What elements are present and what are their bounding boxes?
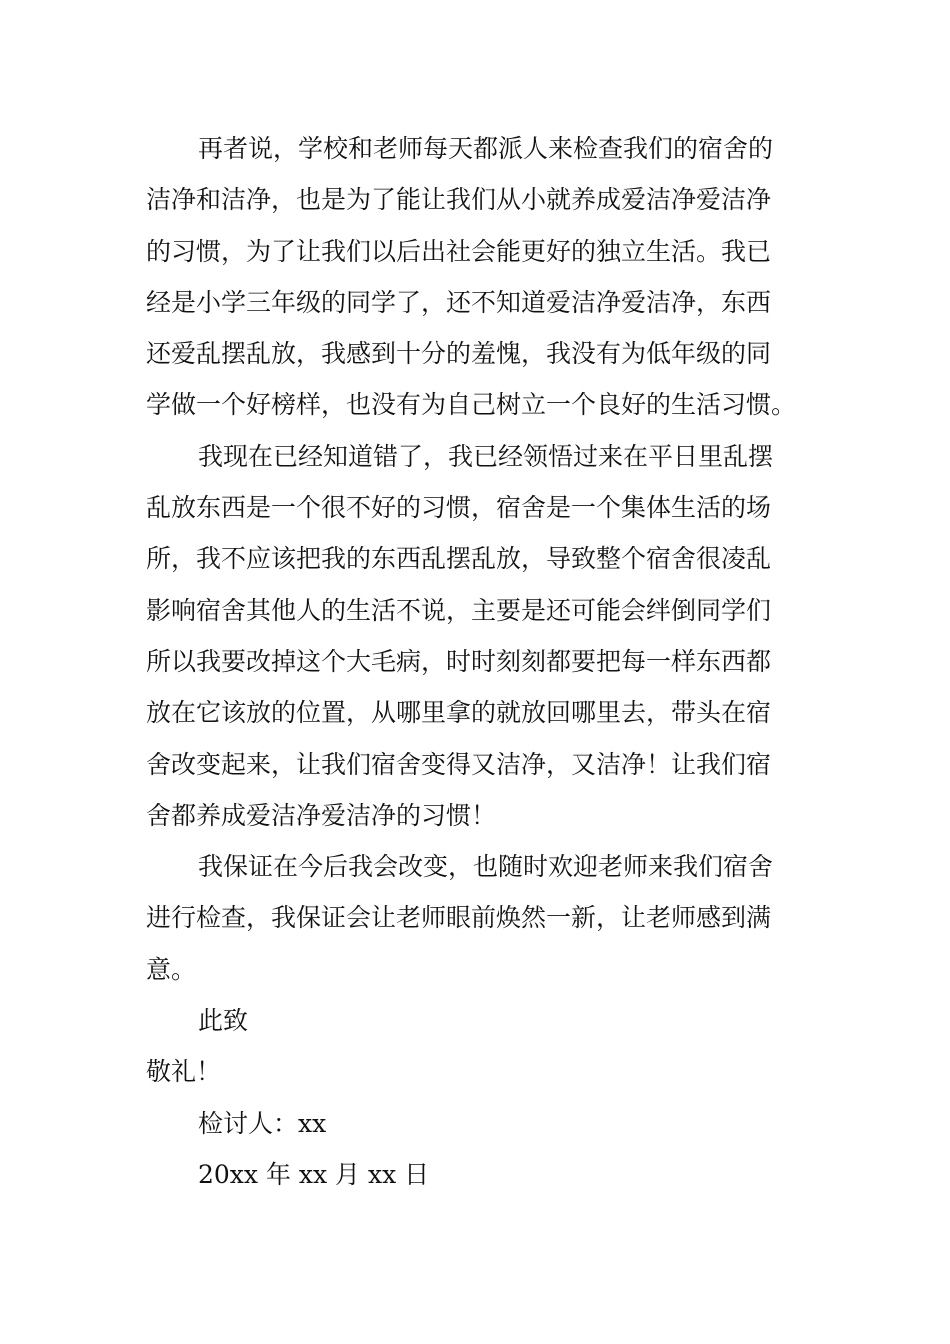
text-line: 的习惯，为了让我们以后出社会能更好的独立生活。我已 [146,236,772,266]
paragraph-3 [146,841,806,995]
text-line: 舍改变起来，让我们宿舍变得又洁净，又洁净！让我们宿 [146,749,772,779]
text-line: 意。 [146,954,197,984]
text-line: 再者说，学校和老师每天都派人来检查我们的宿舍的 [198,134,774,163]
text-line: 所，我不应该把我的东西乱摆乱放，导致整个宿舍很凌乱 [146,544,772,574]
text-line: 放在它该放的位置，从哪里拿的就放回哪里去，带头在宿 [146,698,772,728]
document-body [146,123,806,1200]
date-line: 20xx 年 xx 月 xx 日 [198,1159,430,1189]
closing-greeting: 此致 [198,1006,249,1036]
text-line: 进行检查，我保证会让老师眼前焕然一新，让老师感到满 [146,903,772,933]
signer-line: 检讨人：xx [198,1108,327,1138]
paragraph-2 [146,431,806,841]
text-line: 学做一个好榜样，也没有为自己树立一个良好的生活习惯。 [146,390,797,420]
text-line: 所以我要改掉这个大毛病，时时刻刻都要把每一样东西都 [146,646,772,676]
text-line: 我保证在今后我会改变，也随时欢迎老师来我们宿舍 [198,852,774,882]
closing-salute: 敬礼！ [146,1057,222,1087]
text-line: 舍都养成爱洁净爱洁净的习惯！ [146,800,497,830]
text-line: 我现在已经知道错了，我已经领悟过来在平日里乱摆 [198,441,774,471]
text-line: 影响宿舍其他人的生活不说，主要是还可能会绊倒同学们 [146,595,772,625]
text-line: 乱放东西是一个很不好的习惯，宿舍是一个集体生活的场 [146,493,772,523]
text-line: 经是小学三年级的同学了，还不知道爱洁净爱洁净，东西 [146,287,772,317]
paragraph-1 [146,123,806,431]
text-line: 还爱乱摆乱放，我感到十分的羞愧，我没有为低年级的同 [146,339,772,369]
text-line: 洁净和洁净，也是为了能让我们从小就养成爱洁净爱洁净 [146,185,772,215]
